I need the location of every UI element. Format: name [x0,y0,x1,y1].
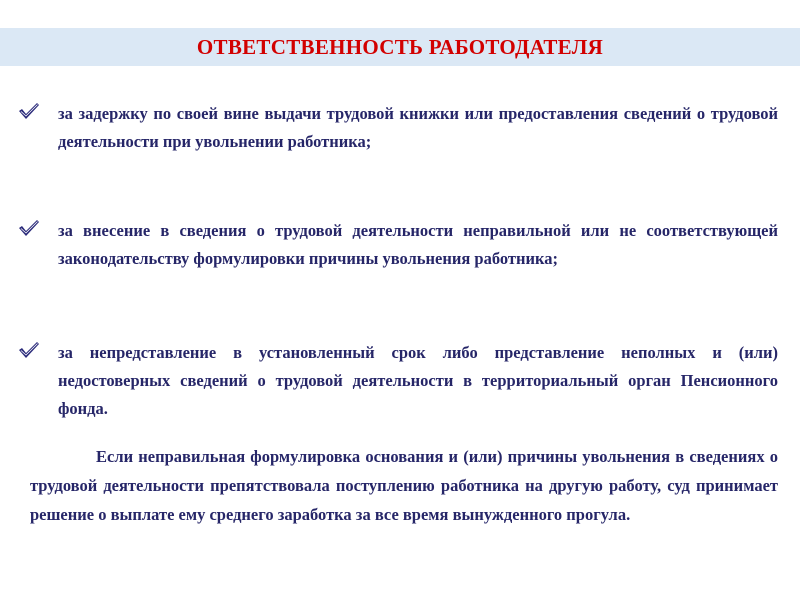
page-title: ОТВЕТСТВЕННОСТЬ РАБОТОДАТЕЛЯ [196,34,604,59]
conclusion-paragraph: Если неправильная формулировка основания и (или) причины увольнения в сведениях о трудовой деятельности препятствовала поступлению работника на другую работу, суд принимает решение о выплате ему среднего заработка за все время вынужденного прогула. [30,447,778,524]
checkmark-icon [18,219,40,237]
checkmark-icon [18,341,40,359]
bullet-item-1 [18,100,778,156]
checkmark-icon [18,102,40,120]
bullet-item-2 [18,217,778,273]
bullet-item-3 [18,339,778,423]
bullet-text: за непредставление в установленный срок либо представление неполных и (или) недостоверных сведений о трудовой деятельности в территориальный орган Пенсионного фонда. [58,343,778,418]
bullet-text: за задержку по своей вине выдачи трудовой книжки или предоставления сведений о трудовой деятельности при увольнении работника; [58,104,778,151]
bullet-text: за внесение в сведения о трудовой деятельности неправильной или не соответствующей законодательству формулировки причины увольнения работника; [58,221,778,268]
title-bar [0,28,800,66]
